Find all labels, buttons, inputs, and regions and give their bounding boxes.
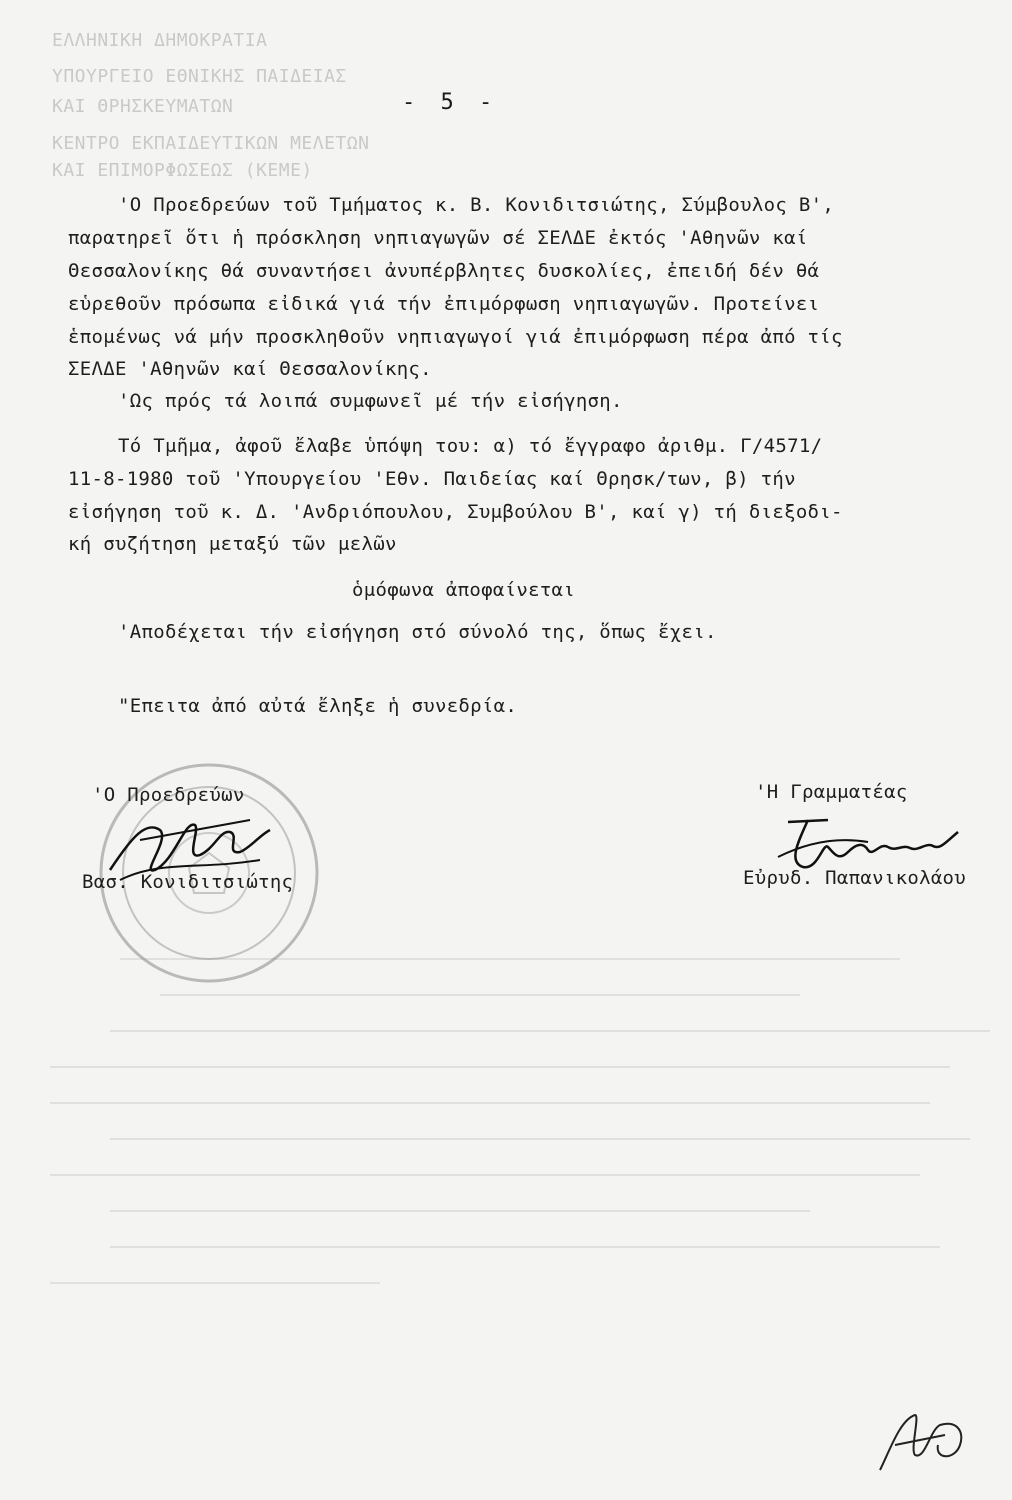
ghost-line: ΚΑΙ ΘΡΗΣΚΕΥΜΑΤΩΝ <box>52 96 234 117</box>
ghost-line: ΥΠΟΥΡΓΕΙΟ ΕΘΝΙΚΗΣ ΠΑΙΔΕΙΑΣ <box>52 66 347 87</box>
ghost-line: ΕΛΛΗΝΙΚΗ ΔΗΜΟΚΡΑΤΙΑ <box>52 30 268 51</box>
page-number: - 5 - <box>402 90 499 115</box>
secretary-name: Εὐρυδ. Παπανικολάου <box>743 867 967 889</box>
secretary-title: 'Η Γραμματέας <box>755 781 908 803</box>
paragraph-line: Τό Τμῆμα, ἀφοῦ ἔλαβε ὑπόψη του: α) τό ἔγγραφο ἀριθμ. Γ/4571/ <box>118 435 823 457</box>
paragraph-line: εἰσήγηση τοῦ κ. Δ. 'Ανδριόπουλου, Συμβούλου Β', καί γ) τή διεξοδι- <box>68 501 843 523</box>
paragraph-line: κή συζήτηση μεταξύ τῶν μελῶν <box>68 533 397 555</box>
paragraph-line: 'Ο Προεδρεύων τοῦ Τμήματος κ. Β. Κονιδιτσιώτης, Σύμβουλος Β', <box>118 194 835 216</box>
paragraph-line: "Επειτα ἀπό αὐτά ἔληξε ἡ συνεδρία. <box>118 695 518 717</box>
bleed-through-text <box>50 940 990 1360</box>
ghost-line: ΚΑΙ ΕΠΙΜΟΡΦΩΣΕΩΣ (ΚΕΜΕ) <box>52 160 313 181</box>
paragraph-line: 11-8-1980 τοῦ 'Υπουργείου 'Εθν. Παιδείας καί Θρησκ/των, β) τήν <box>68 468 796 490</box>
chair-title: 'Ο Προεδρεύων <box>92 784 245 806</box>
paragraph-line: Θεσσαλονίκης θά συναντήσει ἀνυπέρβλητες δυσκολίες, ἐπειδή δέν θά <box>68 260 820 282</box>
paragraph-line: παρατηρεῖ ὅτι ἡ πρόσκληση νηπιαγωγῶν σέ ΣΕΛΔΕ ἐκτός 'Αθηνῶν καί <box>68 227 808 249</box>
ghost-line: ΚΕΝΤΡΟ ΕΚΠΑΙΔΕΥΤΙΚΩΝ ΜΕΛΕΤΩΝ <box>52 133 370 154</box>
paragraph-line: 'Ως πρός τά λοιπά συμφωνεῖ μέ τήν εἰσήγηση. <box>118 390 623 412</box>
paragraph-line: ΣΕΛΔΕ 'Αθηνῶν καί Θεσσαλονίκης. <box>68 358 432 380</box>
paragraph-line: εὑρεθοῦν πρόσωπα εἰδικά γιά τήν ἐπιμόρφωση νηπιαγωγῶν. Προτείνει <box>68 293 820 315</box>
resolution-heading: ὁμόφωνα ἀποφαίνεται <box>352 579 576 601</box>
initials-mark <box>870 1400 980 1480</box>
paragraph-line: ἑπομένως νά μήν προσκληθοῦν νηπιαγωγοί γιά ἐπιμόρφωση πέρα ἀπό τίς <box>68 326 843 348</box>
paragraph-line: 'Αποδέχεται τήν εἰσήγηση στό σύνολό της, ὅπως ἔχει. <box>118 621 717 643</box>
chair-name: Βασ. Κονιδιτσιώτης <box>82 871 294 893</box>
